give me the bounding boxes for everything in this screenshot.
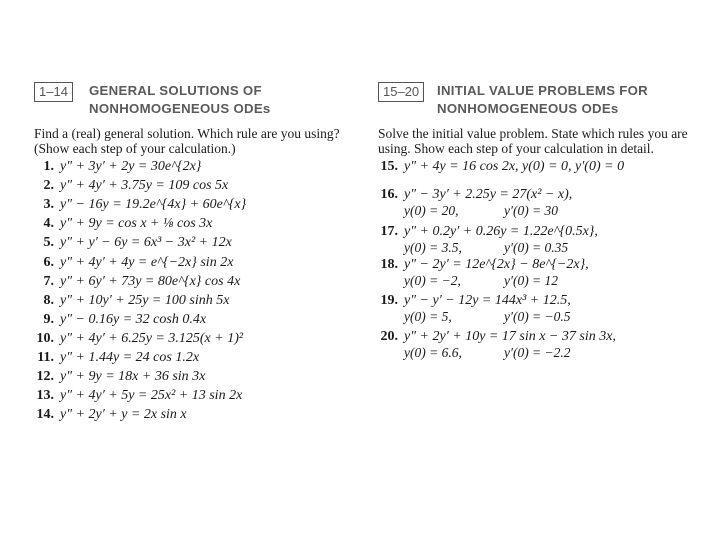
problem-equation: y″ + 6y′ + 73y = 80e^{x} cos 4x bbox=[60, 273, 241, 289]
section-title bbox=[89, 82, 271, 118]
instruction-line1: Solve the initial value problem. State which rules you are bbox=[378, 126, 688, 141]
section-title-line2: NONHOMOGENEOUS ODEs bbox=[437, 101, 619, 116]
problem-number: 16. bbox=[380, 187, 398, 202]
section-range-box: 1–14 bbox=[34, 82, 73, 102]
problem-number: 15. bbox=[380, 159, 398, 174]
problem-number: 10. bbox=[36, 330, 54, 346]
problem-equation: y″ + 2y′ + y = 2x sin x bbox=[60, 407, 187, 423]
instruction-line2: using. Show each step of your calculation in detail. bbox=[378, 141, 654, 156]
problem-number: 2. bbox=[43, 178, 54, 194]
section-header bbox=[378, 82, 718, 122]
problem-item bbox=[378, 223, 598, 255]
problem-item bbox=[34, 311, 206, 328]
problem-item bbox=[378, 158, 624, 175]
problem-number: 12. bbox=[36, 369, 54, 385]
problem-item bbox=[34, 387, 242, 404]
initial-conditions bbox=[378, 240, 598, 255]
problem-number: 20. bbox=[380, 329, 398, 344]
section-title-line1: GENERAL SOLUTIONS OF bbox=[89, 83, 262, 98]
problem-item bbox=[34, 196, 246, 213]
problem-equation: y″ + y′ − 6y = 6x³ − 3x² + 12x bbox=[60, 235, 232, 251]
problem-equation: y″ + 4y′ + 4y = e^{−2x} sin 2x bbox=[60, 254, 234, 270]
section-title-line2: NONHOMOGENEOUS ODEs bbox=[89, 101, 271, 116]
problem-number: 1. bbox=[43, 159, 54, 174]
initial-condition-yprime: y′(0) = −2.2 bbox=[504, 345, 571, 360]
initial-condition-y: y(0) = 5, bbox=[404, 309, 452, 324]
problem-item bbox=[34, 273, 240, 290]
problem-equation: y″ + 1.44y = 24 cos 1.2x bbox=[60, 350, 200, 365]
section-title-line1: INITIAL VALUE PROBLEMS FOR bbox=[437, 83, 648, 98]
instructions bbox=[378, 126, 718, 156]
problem-equation: y″ + 4y′ + 6.25y = 3.125(x + 1)² bbox=[60, 330, 244, 346]
problem-number: 13. bbox=[36, 388, 54, 404]
problem-equation: y″ + 2y′ + 10y = 17 sin x − 37 sin 3x, bbox=[404, 329, 616, 344]
initial-condition-yprime: y′(0) = 0.35 bbox=[504, 240, 569, 255]
problem-number: 3. bbox=[43, 197, 54, 213]
problem-number: 18. bbox=[380, 257, 398, 272]
problem-item bbox=[34, 292, 229, 309]
problem-number: 9. bbox=[43, 311, 54, 327]
problem-number: 19. bbox=[380, 293, 398, 308]
instruction-line2: (Show each step of your calculation.) bbox=[34, 141, 236, 156]
problem-equation: y″ + 0.2y′ + 0.26y = 1.22e^{0.5x}, bbox=[404, 224, 598, 239]
problem-item bbox=[34, 330, 243, 347]
problem-item bbox=[34, 368, 205, 385]
initial-conditions bbox=[378, 345, 616, 360]
problem-item bbox=[34, 254, 233, 271]
initial-condition-y: y(0) = −2, bbox=[404, 273, 461, 288]
problem-number: 4. bbox=[43, 216, 54, 232]
problem-equation: y″ − 2y′ = 12e^{2x} − 8e^{−2x}, bbox=[404, 257, 589, 272]
problem-number: 7. bbox=[43, 273, 54, 289]
initial-condition-y: y(0) = 20, bbox=[404, 203, 459, 218]
problem-equation: y″ + 9y = 18x + 36 sin 3x bbox=[60, 369, 206, 385]
problem-equation: y″ − 3y′ + 2.25y = 27(x² − x), bbox=[404, 187, 573, 202]
problem-equation: y″ + 4y′ + 5y = 25x² + 13 sin 2x bbox=[60, 388, 243, 404]
problem-number: 5. bbox=[43, 235, 54, 251]
problem-equation: y″ − y′ − 12y = 144x³ + 12.5, bbox=[404, 293, 571, 308]
problem-equation: y″ − 0.16y = 32 cosh 0.4x bbox=[60, 311, 207, 327]
problem-item bbox=[34, 349, 199, 366]
problem-item bbox=[34, 215, 212, 232]
problem-number: 6. bbox=[43, 254, 54, 270]
initial-condition-y: y(0) = 3.5, bbox=[404, 240, 462, 255]
problem-item bbox=[34, 177, 228, 194]
instructions bbox=[34, 126, 374, 156]
problem-item bbox=[378, 256, 589, 288]
problem-equation: y″ + 9y = cos x + ⅛ cos 3x bbox=[60, 216, 213, 232]
initial-conditions bbox=[378, 203, 572, 218]
initial-conditions bbox=[378, 273, 589, 288]
problem-number: 8. bbox=[43, 292, 54, 308]
problem-item bbox=[34, 406, 187, 423]
problem-equation: y″ + 10y′ + 25y = 100 sinh 5x bbox=[60, 292, 230, 308]
problem-equation: y″ + 4y′ + 3.75y = 109 cos 5x bbox=[60, 178, 229, 194]
problem-item bbox=[34, 158, 201, 175]
problem-item bbox=[34, 234, 232, 251]
problem-number: 11. bbox=[37, 350, 54, 365]
initial-condition-y: y(0) = 6.6, bbox=[404, 345, 462, 360]
initial-condition-yprime: y′(0) = 30 bbox=[504, 203, 559, 218]
initial-conditions bbox=[378, 309, 571, 324]
initial-condition-yprime: y′(0) = −0.5 bbox=[504, 309, 571, 324]
initial-condition-yprime: y′(0) = 12 bbox=[504, 273, 559, 288]
instruction-line1: Find a (real) general solution. Which rule are you using? bbox=[34, 126, 340, 141]
section-title bbox=[437, 82, 648, 118]
section-header bbox=[34, 82, 374, 122]
problem-item bbox=[378, 292, 571, 324]
problem-equation: y″ + 3y′ + 2y = 30e^{2x} bbox=[60, 159, 202, 174]
problem-number: 17. bbox=[380, 224, 398, 239]
section-range-box: 15–20 bbox=[378, 82, 424, 102]
problem-equation: y″ + 4y = 16 cos 2x, y(0) = 0, y′(0) = 0 bbox=[404, 159, 625, 174]
problem-number: 14. bbox=[36, 407, 54, 423]
problem-item bbox=[378, 186, 572, 218]
problem-item bbox=[378, 328, 616, 360]
problem-equation: y″ − 16y = 19.2e^{4x} + 60e^{x} bbox=[60, 197, 247, 213]
